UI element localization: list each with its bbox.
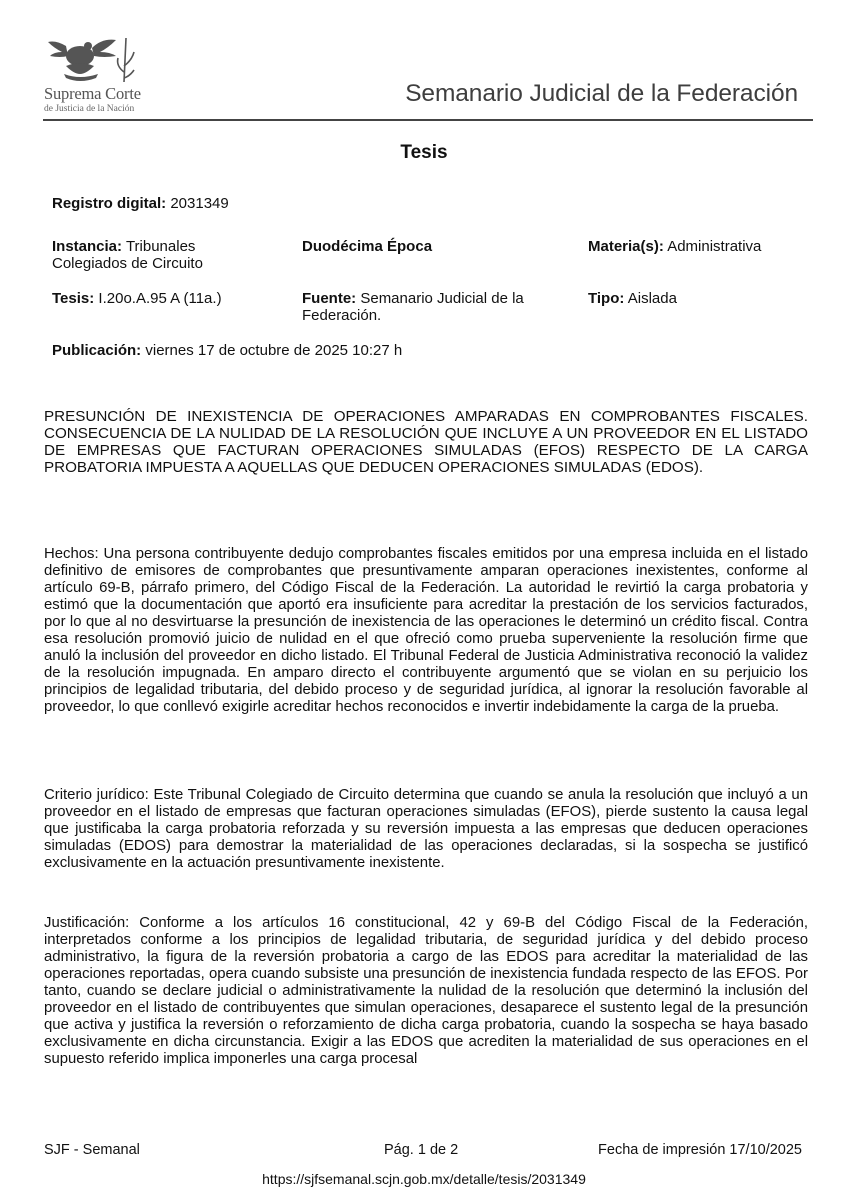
eagle-emblem-icon bbox=[46, 36, 138, 86]
epoca bbox=[302, 238, 432, 255]
publication-title: Semanario Judicial de la Federación bbox=[405, 80, 798, 107]
document-type: Tesis bbox=[400, 142, 448, 163]
registro-digital bbox=[52, 195, 229, 212]
fuente-label: Fuente: bbox=[302, 290, 357, 307]
tipo-label: Tipo: bbox=[588, 290, 625, 307]
tesis bbox=[52, 290, 222, 307]
registro-label: Registro digital: bbox=[52, 195, 167, 212]
scjn-logo bbox=[40, 36, 140, 118]
footer-source: SJF - Semanal bbox=[44, 1142, 140, 1158]
publicacion-value: viernes 17 de octubre de 2025 10:27 h bbox=[145, 342, 403, 359]
footer-print-date: Fecha de impresión 17/10/2025 bbox=[598, 1142, 802, 1158]
criterio-paragraph: Criterio jurídico: Este Tribunal Colegiado de Circuito determina que cuando se anula la resolución que incluyó a un proveedor en el listado de empresas que facturan operaciones simuladas (EFOS), pierde sustento la causa legal que justificaba la carga probatoria reforzada y su reversión impuesta a las empresas que deducen operaciones simuladas (EDOS) para demostrar la materialidad de las operaciones declaradas, si la sospecha se justificó exclusivamente en la actuación presuntivamente inexistente. bbox=[44, 787, 808, 871]
tesis-title: PRESUNCIÓN DE INEXISTENCIA DE OPERACIONES AMPARADAS EN COMPROBANTES FISCALES. CONSECUENCIA DE LA NULIDAD DE LA RESOLUCIÓN QUE INCLUYE A UN PROVEEDOR EN EL LISTADO DE EMPRESAS QUE FACTURAN OPERACIONES SIMULADAS (EFOS) RESPECTO DE LA CARGA PROBATORIA IMPUESTA A AQUELLAS QUE DEDUCEN OPERACIONES SIMULADAS (EDOS). bbox=[44, 408, 808, 476]
tipo bbox=[588, 290, 677, 307]
tesis-label: Tesis: bbox=[52, 290, 95, 307]
instancia-value-1: Tribunales bbox=[125, 238, 196, 255]
fuente-value-1: Semanario Judicial de la bbox=[360, 290, 524, 307]
registro-value: 2031349 bbox=[170, 195, 229, 212]
header-divider bbox=[43, 119, 813, 121]
fuente-value-2: Federación. bbox=[302, 307, 382, 324]
logo-line1: Suprema Corte bbox=[44, 84, 141, 103]
tesis-value: I.20o.A.95 A (11a.) bbox=[98, 290, 222, 307]
footer-page-number: Pág. 1 de 2 bbox=[384, 1142, 459, 1158]
fuente bbox=[302, 290, 582, 324]
instancia-value-2: Colegiados de Circuito bbox=[52, 255, 203, 272]
footer-url: https://sjfsemanal.scjn.gob.mx/detalle/tesis/2031349 bbox=[262, 1171, 586, 1187]
publicacion-label: Publicación: bbox=[52, 342, 142, 359]
justificacion-paragraph: Justificación: Conforme a los artículos 16 constitucional, 42 y 69-B del Código Fiscal de la Federación, interpretados conforme a los principios de legalidad tributaria, de seguridad jurídica y del debido proceso administrativo, la figura de la reversión probatoria a cargo de las EDOS para acreditar la materialidad de las operaciones reportadas, opera cuando subsiste una presunción de inexistencia fundada respecto de las EFOS. Por tanto, cuando se declare judicial o administrativamente la nulidad de la resolución que determinó la inclusión del proveedor en el listado de contribuyentes que simulan operaciones, desaparece el sustento legal de la presunción que activa y justifica la reversión o reforzamiento de dicha carga probatoria, cuando la sospecha se haya basado exclusivamente en dicha circunstancia. Exigir a las EDOS que acrediten la materialidad de sus operaciones en el supuesto referido implica imponerles una carga procesal bbox=[44, 915, 808, 1067]
publicacion bbox=[52, 342, 402, 359]
epoca-value: Duodécima Época bbox=[302, 238, 433, 255]
materia-value: Administrativa bbox=[667, 238, 762, 255]
hechos-paragraph: Hechos: Una persona contribuyente dedujo comprobantes fiscales emitidos por una empresa incluida en el listado definitivo de emisores de comprobantes que presuntivamente amparan operaciones inexistentes, conforme al artículo 69-B, párrafo primero, del Código Fiscal de la Federación. La autoridad le revirtió la carga probatoria y estimó que la documentación que aportó era insuficiente para acreditar la prestación de los servicios facturados, por lo que al no desvirtuarse la presunción de inexistencia de las operaciones le determinó un crédito fiscal. Contra esa resolución promovió juicio de nulidad en el que ofreció como prueba superveniente la resolución firme que anuló la inclusión del proveedor en dicho listado. El Tribunal Federal de Justicia Administrativa reconoció la validez de la resolución impugnada. En amparo directo el contribuyente argumentó que se violan en su perjuicio los principios de legalidad tributaria, del debido proceso y de seguridad jurídica, al ignorar la resolución favorable al proveedor, lo que conllevó exigirle acreditar hechos reconocidos e invertir indebidamente la carga de la prueba. bbox=[44, 546, 808, 715]
instancia bbox=[52, 238, 292, 272]
logo-line2: de Justicia de la Nación bbox=[44, 104, 135, 114]
materia bbox=[588, 238, 761, 255]
materia-label: Materia(s): bbox=[588, 238, 664, 255]
tipo-value: Aislada bbox=[627, 290, 677, 307]
instancia-label: Instancia: bbox=[52, 238, 123, 255]
